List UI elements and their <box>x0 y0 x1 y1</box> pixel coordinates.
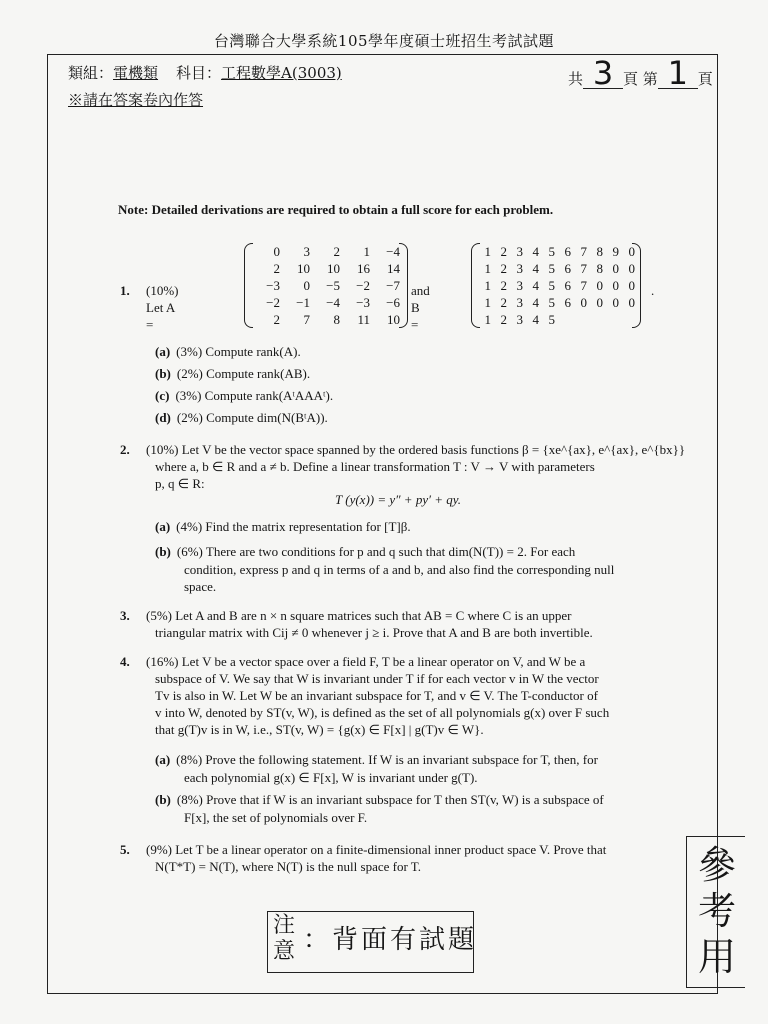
back-side-notice <box>273 913 477 965</box>
page-count <box>568 54 713 92</box>
matrix-b-cell: 0 <box>580 295 587 310</box>
matrix-b-cell: 7 <box>580 278 587 293</box>
matrix-a <box>244 243 408 328</box>
q1-period: . <box>651 283 655 298</box>
matrix-b-cell: 1 <box>484 295 491 310</box>
q2-equation: T (y(x)) = y″ + py′ + qy. <box>335 492 462 507</box>
answer-sheet-note: ※請在答案卷內作答 <box>68 91 204 109</box>
total-prefix: 共 <box>568 70 584 88</box>
matrix-b-cell: 5 <box>548 244 555 259</box>
q1-number: 1. <box>120 283 130 298</box>
scoring-note: Note: Detailed derivations are required to obtain a full score for each problem. <box>118 202 554 217</box>
exam-category-subject <box>68 62 342 83</box>
q5-line-2: N(T*T) = N(T), where N(T) is the null space for T. <box>155 859 422 874</box>
q4-line-1: (16%) Let V be a vector space over a field F, T be a linear operator on V, and W be a <box>146 654 586 669</box>
q4-line-2: subspace of V. We say that W is invariant under T if for each vector v in W the vector <box>155 671 599 686</box>
matrix-b-cell: 0 <box>596 278 603 293</box>
matrix-b-cell: 7 <box>580 244 587 259</box>
q4-part-b <box>155 792 604 808</box>
matrix-a-cell: 0 <box>303 278 310 293</box>
matrix-a-cell: 2 <box>333 244 340 259</box>
part-label: (a) <box>155 344 171 359</box>
part-label: (a) <box>155 519 171 534</box>
matrix-a-cell: −3 <box>266 278 280 293</box>
matrix-a-cell: 10 <box>297 261 310 276</box>
part-text: (3%) Compute rank(AᵗAAAᵗ). <box>175 388 334 403</box>
matrix-b-cell: 4 <box>532 312 539 327</box>
matrix-b-cell: 1 <box>484 278 491 293</box>
q5-number: 5. <box>120 842 130 857</box>
matrix-b-cell: 1 <box>484 244 491 259</box>
matrix-a-cell: 10 <box>327 261 340 276</box>
q2-line-3: p, q ∈ R: <box>155 476 205 491</box>
matrix-a-grid <box>244 243 408 328</box>
notice-label: 注 意 <box>273 913 299 964</box>
matrix-b-cell: 1 <box>484 261 491 276</box>
part-text: (8%) Prove the following statement. If W is an invariant subspace for T, then, for <box>176 752 598 767</box>
matrix-b-cell: 4 <box>532 261 539 276</box>
matrix-b-cell: 0 <box>596 295 603 310</box>
matrix-b-cell: 0 <box>628 295 635 310</box>
part-text: (2%) Compute dim(N(BᵗA)). <box>176 410 328 425</box>
matrix-b-cell: 4 <box>532 244 539 259</box>
current-page: 1 <box>658 58 698 89</box>
matrix-a-cell: −1 <box>296 295 310 310</box>
matrix-b-cell: 1 <box>484 312 491 327</box>
part-text: (8%) Prove that if W is an invariant subspace for T then ST(v, W) is a subspace of <box>176 792 604 807</box>
matrix-b-cell: 9 <box>612 244 619 259</box>
q3-number: 3. <box>120 608 130 623</box>
category-label: 類組： <box>68 64 114 82</box>
matrix-a-cell: 10 <box>387 312 400 327</box>
part-text: (2%) Compute rank(AB). <box>176 366 311 381</box>
matrix-a-cell: −7 <box>386 278 400 293</box>
part-label: (b) <box>155 544 171 559</box>
matrix-b-cell: 4 <box>532 295 539 310</box>
q2-part-a <box>155 519 411 535</box>
matrix-a-cell: 2 <box>273 261 280 276</box>
matrix-b-cell: 2 <box>500 295 507 310</box>
q5-line-1: (9%) Let T be a linear operator on a finite-dimensional inner product space V. Prove that <box>146 842 607 857</box>
q1-part-a <box>155 344 301 360</box>
matrix-b-cell: 6 <box>564 244 571 259</box>
matrix-b-cell: 3 <box>516 312 523 327</box>
matrix-b-grid <box>471 243 641 328</box>
total-pages: 3 <box>583 58 623 89</box>
matrix-b-cell: 8 <box>596 261 603 276</box>
part-label: (b) <box>155 366 171 381</box>
matrix-a-cell: 0 <box>273 244 280 259</box>
matrix-a-cell: 8 <box>333 312 340 327</box>
part-text: (6%) There are two conditions for p and q such that dim(N(T)) = 2. For each <box>176 544 576 559</box>
notice-text: ：背面有試題 <box>303 925 478 955</box>
matrix-b-cell: 0 <box>628 261 635 276</box>
matrix-b-cell: 0 <box>612 261 619 276</box>
matrix-b-cell: 2 <box>500 261 507 276</box>
matrix-a-cell: 16 <box>357 261 370 276</box>
q2-line-2: where a, b ∈ R and a ≠ b. Define a linear transformation T : V → V with parameters <box>155 459 595 474</box>
matrix-b-cell: 3 <box>516 295 523 310</box>
q4-part-b-line-2: F[x], the set of polynomials over F. <box>184 810 368 825</box>
matrix-b-cell: 2 <box>500 244 507 259</box>
q4-number: 4. <box>120 654 130 669</box>
q4-part-a <box>155 752 598 768</box>
q2-part-b-line-2: condition, express p and q in terms of a and b, and also find the corresponding null <box>184 562 615 577</box>
matrix-b-cell: 4 <box>532 278 539 293</box>
matrix-a-cell: 2 <box>273 312 280 327</box>
matrix-a-cell: 3 <box>303 244 310 259</box>
matrix-b-cell: 5 <box>548 312 555 327</box>
matrix-b-cell: 0 <box>628 278 635 293</box>
matrix-b-cell: 5 <box>548 295 555 310</box>
q4-part-a-line-2: each polynomial g(x) ∈ F[x], W is invariant under g(T). <box>184 770 478 785</box>
q1-intro: (10%) Let A = <box>146 283 179 332</box>
q4-line-3: Tv is also in W. Let W be an invariant subspace for T, and v ∈ V. The T-conductor of <box>155 688 598 703</box>
matrix-b-cell: 0 <box>612 295 619 310</box>
matrix-b-cell: 8 <box>596 244 603 259</box>
q1-and-b: and B = <box>411 283 430 332</box>
matrix-b-cell: 6 <box>564 278 571 293</box>
matrix-b-cell: 0 <box>628 244 635 259</box>
matrix-a-cell: 1 <box>363 244 370 259</box>
matrix-b-cell: 5 <box>548 278 555 293</box>
q3-line-2: triangular matrix with Cij ≠ 0 whenever j ≥ i. Prove that A and B are both invertible. <box>155 625 593 640</box>
page-suffix-1: 頁 第 <box>623 70 658 88</box>
q3-line-1: (5%) Let A and B are n × n square matrices such that AB = C where C is an upper <box>146 608 572 623</box>
reference-stamp: 參 考 用 <box>697 843 736 979</box>
q2-part-b <box>155 544 575 560</box>
matrix-b-cell: 2 <box>500 312 507 327</box>
matrix-b-cell: 3 <box>516 244 523 259</box>
matrix-a-cell: 11 <box>357 312 370 327</box>
matrix-a-cell: −4 <box>386 244 400 259</box>
q4-line-5: that g(T)v is in W, i.e., ST(v, W) = {g(x) ∈ F[x] | g(T)v ∈ W}. <box>155 722 484 737</box>
exam-title: 台灣聯合大學系統105學年度碩士班招生考試試題 <box>213 32 555 50</box>
matrix-b-cell: 3 <box>516 278 523 293</box>
q2-line-1: (10%) Let V be the vector space spanned by the ordered basis functions β = {xe^{ax}, e^{ax}, e^{bx}} <box>146 442 686 457</box>
matrix-a-cell: −2 <box>266 295 280 310</box>
subject-value: 工程數學A(3003) <box>221 64 342 82</box>
matrix-a-cell: 7 <box>303 312 310 327</box>
matrix-b-cell: 0 <box>612 278 619 293</box>
matrix-b-cell: 6 <box>564 295 571 310</box>
part-label: (d) <box>155 410 171 425</box>
q2-part-b-line-3: space. <box>184 579 217 594</box>
matrix-b-cell: 6 <box>564 261 571 276</box>
part-label: (a) <box>155 752 171 767</box>
matrix-b-cell: 2 <box>500 278 507 293</box>
q1-part-d <box>155 410 328 426</box>
matrix-a-cell: −3 <box>356 295 370 310</box>
q1-part-c <box>155 388 333 404</box>
part-text: (3%) Compute rank(A). <box>176 344 301 359</box>
matrix-a-cell: −5 <box>326 278 340 293</box>
matrix-b-cell: 7 <box>580 261 587 276</box>
category-value: 電機類 <box>113 64 159 82</box>
part-label: (b) <box>155 792 171 807</box>
matrix-a-cell: −4 <box>326 295 340 310</box>
matrix-a-cell: 14 <box>387 261 400 276</box>
page-suffix-2: 頁 <box>697 70 713 88</box>
subject-label: 科目： <box>176 64 222 82</box>
q4-line-4: v into W, denoted by ST(v, W), is defined as the set of all polynomials g(x) over F such <box>155 705 610 720</box>
matrix-b-cell: 3 <box>516 261 523 276</box>
q1-part-b <box>155 366 310 382</box>
part-text: (4%) Find the matrix representation for [T]β. <box>176 519 411 534</box>
part-label: (c) <box>155 388 170 403</box>
matrix-b <box>471 243 641 328</box>
matrix-a-cell: −2 <box>356 278 370 293</box>
matrix-b-cell: 5 <box>548 261 555 276</box>
q2-number: 2. <box>120 442 130 457</box>
matrix-a-cell: −6 <box>386 295 400 310</box>
